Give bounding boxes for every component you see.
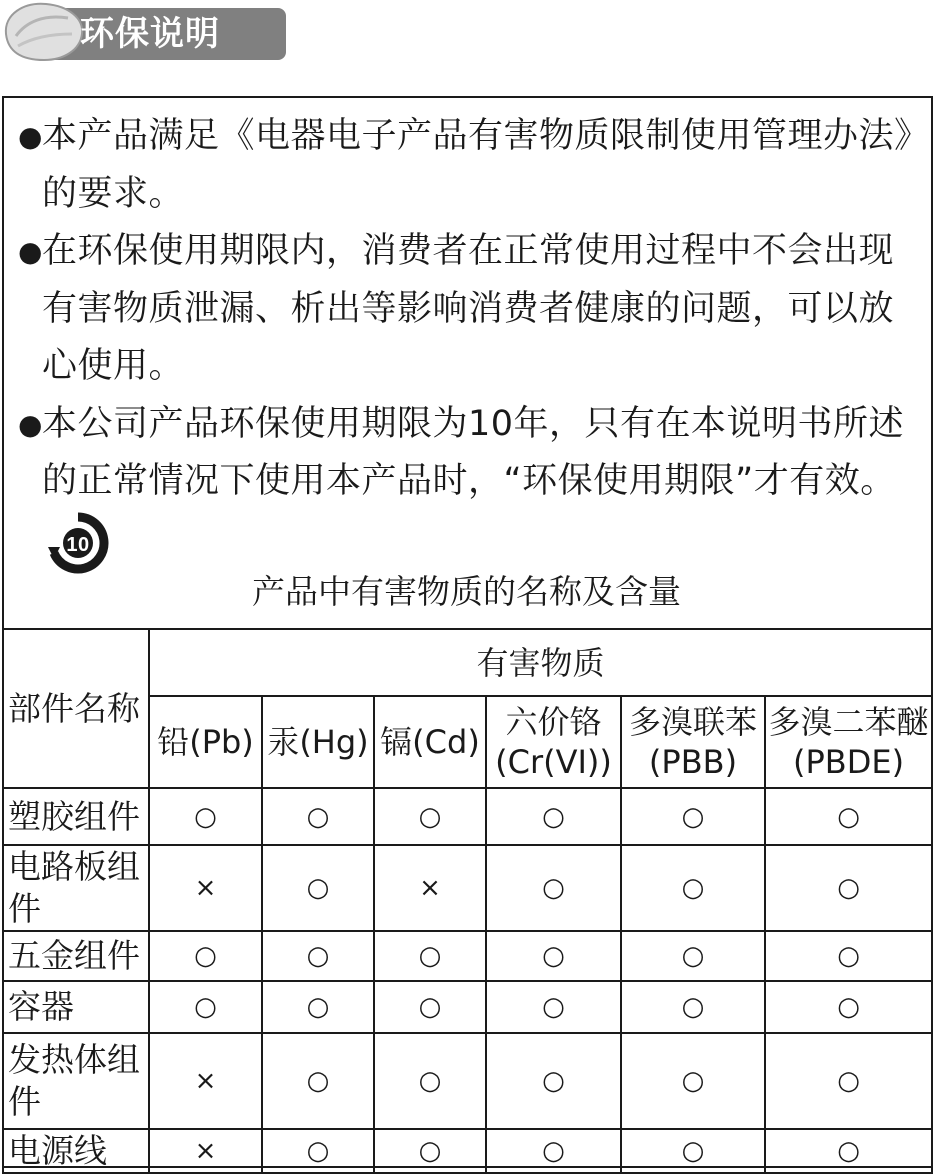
mark-cell: ○: [621, 788, 765, 845]
bullet-icon: ●: [18, 235, 43, 268]
substance-header-hg: 汞(Hg): [262, 696, 374, 788]
mark-cell: ○: [486, 981, 621, 1033]
table-row: [3, 1033, 932, 1129]
substance-header-pbde: 多溴二苯醚 (PBDE): [765, 696, 932, 788]
mark-cell: ○: [486, 845, 621, 931]
mark-cell: ○: [262, 845, 374, 931]
part-name: 塑胶组件: [3, 788, 149, 845]
mark-cell: ○: [765, 981, 932, 1033]
mark-cell: ○: [486, 1033, 621, 1129]
table-row: [3, 1129, 932, 1173]
header-title: 环保说明: [80, 14, 220, 54]
part-name: 容器: [3, 981, 149, 1033]
eco-period-badge-icon: [46, 511, 110, 575]
part-name: 五金组件: [3, 931, 149, 981]
table-row: [3, 931, 932, 981]
part-name: 发热体组件: [3, 1033, 149, 1129]
mark-cell: ○: [765, 931, 932, 981]
mark-cell: ○: [374, 788, 486, 845]
note-text: 本公司产品环保使用期限为10年，只有在本说明书所述的正常情况下使用本产品时，“环保使用期限”才有效。: [42, 403, 905, 501]
substance-header-pb: 铅(Pb): [149, 696, 262, 788]
mark-cell: ×: [374, 845, 486, 931]
mark-cell: ○: [621, 845, 765, 931]
mark-cell: ○: [765, 788, 932, 845]
mark-cell: ○: [621, 931, 765, 981]
mark-cell: ○: [374, 1129, 486, 1173]
mark-cell: ○: [262, 788, 374, 845]
substance-header-cr6: 六价铬 (Cr(VI)): [486, 696, 621, 788]
mark-cell: ○: [765, 1033, 932, 1129]
table-row: [3, 981, 932, 1033]
mark-cell: ○: [486, 1129, 621, 1173]
badge-label: 10: [66, 533, 90, 556]
mark-cell: ○: [486, 931, 621, 981]
mark-cell: ×: [149, 1129, 262, 1173]
table-row: [3, 788, 932, 845]
mark-cell: ○: [262, 1033, 374, 1129]
notes-list: [14, 108, 919, 575]
bullet-icon: ●: [18, 407, 43, 441]
mark-cell: ○: [149, 788, 262, 845]
substance-header-pbb: 多溴联苯 (PBB): [621, 696, 765, 788]
note-item: [14, 396, 919, 575]
note-item: [14, 223, 919, 396]
mark-cell: ○: [621, 1033, 765, 1129]
mark-cell: ○: [765, 1129, 932, 1173]
mark-cell: ○: [621, 1129, 765, 1173]
mark-cell: ○: [621, 981, 765, 1033]
part-name-header: 部件名称: [3, 629, 149, 788]
substance-group-header: 有害物质: [149, 629, 932, 696]
mark-cell: ×: [149, 845, 262, 931]
table-caption: 产品中有害物质的名称及含量: [252, 572, 681, 611]
mark-cell: ○: [374, 1033, 486, 1129]
hazardous-substances-table: [2, 628, 933, 1174]
mark-cell: ○: [149, 981, 262, 1033]
mark-cell: ○: [765, 845, 932, 931]
note-item: [14, 108, 919, 223]
leaf-icon: [2, 0, 86, 62]
mark-cell: ○: [486, 788, 621, 845]
mark-cell: ○: [262, 1129, 374, 1173]
table-row: [3, 845, 932, 931]
mark-cell: ○: [149, 931, 262, 981]
mark-cell: ○: [262, 931, 374, 981]
mark-cell: ○: [374, 981, 486, 1033]
substance-header-cd: 镉(Cd): [374, 696, 486, 788]
mark-cell: ○: [374, 931, 486, 981]
mark-cell: ○: [262, 981, 374, 1033]
section-header: [0, 0, 290, 62]
bullet-icon: ●: [18, 120, 43, 153]
part-name: 电源线: [3, 1129, 149, 1173]
mark-cell: ×: [149, 1033, 262, 1129]
note-text: 本产品满足《电器电子产品有害物质限制使用管理办法》的要求。: [42, 116, 913, 214]
part-name: 电路板组件: [3, 845, 149, 931]
note-text: 在环保使用期限内，消费者在正常使用过程中不会出现有害物质泄漏、析出等影响消费者健康的问题，可以放心使用。: [42, 231, 895, 386]
